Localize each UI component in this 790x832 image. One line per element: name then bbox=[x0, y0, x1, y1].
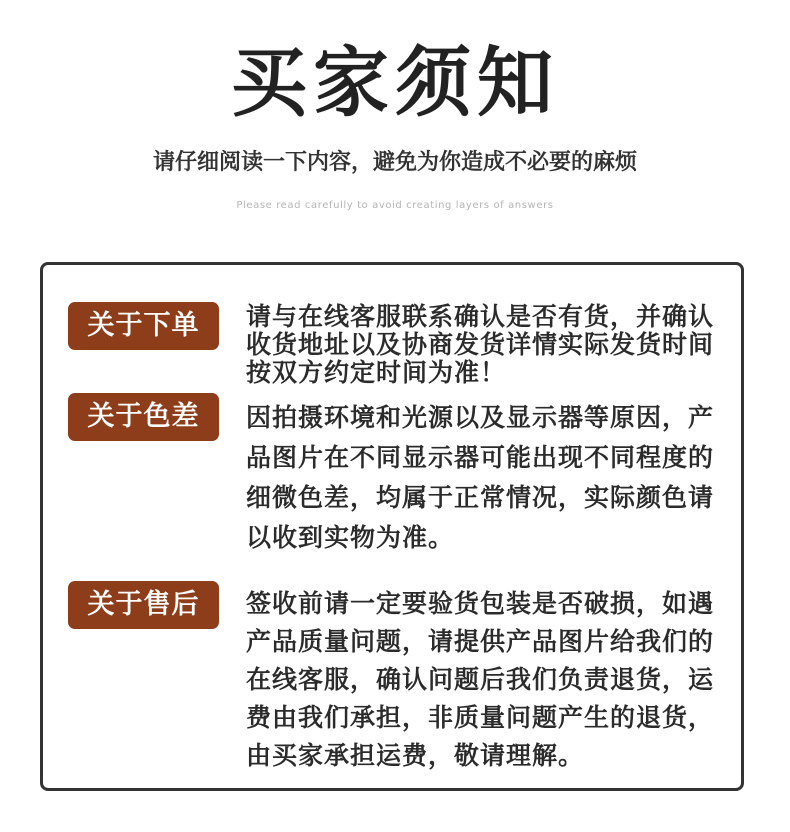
text-line: 细微色差，均属于正常情况，实际颜色请 bbox=[246, 483, 715, 512]
text-line: 品图片在不同显示器可能出现不同程度的 bbox=[246, 443, 715, 472]
page-title: 买家须知 bbox=[231, 38, 559, 127]
english-tagline: Please read carefully to avoid creating layers of answers bbox=[236, 200, 554, 211]
section-badge-color-difference: 关于色差 bbox=[68, 393, 219, 441]
text-line: 费由我们承担，非质量问题产生的退货， bbox=[246, 703, 715, 732]
text-line: 产品质量问题，请提供产品图片给我们的 bbox=[246, 627, 715, 656]
page-subtitle: 请仔细阅读一下内容，避免为你造成不必要的麻烦 bbox=[152, 150, 637, 175]
text-line: 因拍摄环境和光源以及显示器等原因，产 bbox=[246, 403, 715, 432]
text-line: 按双方约定时间为准！ bbox=[246, 358, 507, 387]
section-text-after-sales bbox=[246, 585, 736, 775]
notice-panel bbox=[40, 262, 744, 791]
text-line: 由买家承担运费，敬请理解。 bbox=[246, 741, 585, 770]
text-line: 收货地址以及协商发货详情实际发货时间 bbox=[246, 330, 715, 359]
text-line: 在线客服，确认问题后我们负责退货，运 bbox=[246, 665, 715, 694]
text-line: 请与在线客服联系确认是否有货，并确认 bbox=[246, 302, 715, 331]
section-text-color-difference bbox=[246, 398, 736, 558]
section-badge-ordering: 关于下单 bbox=[68, 302, 219, 350]
section-badge-after-sales: 关于售后 bbox=[68, 581, 219, 629]
text-line: 以收到实物为准。 bbox=[246, 523, 455, 552]
section-text-ordering bbox=[246, 303, 736, 387]
text-line: 签收前请一定要验货包装是否破损，如遇 bbox=[246, 589, 715, 618]
